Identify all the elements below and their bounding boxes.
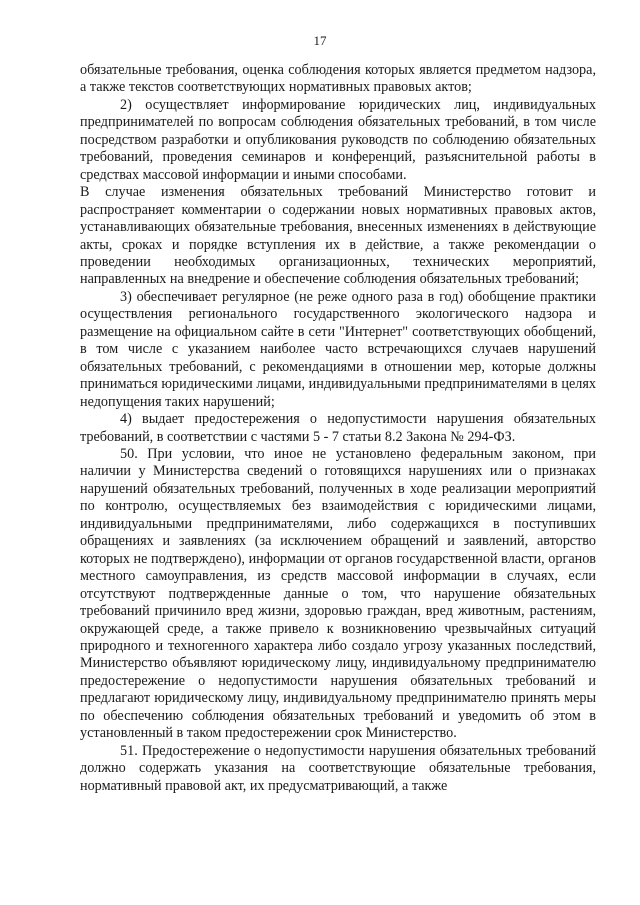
paragraph-item-2-changes: В случае изменения обязательных требований Министерство готовит и распространяет комментарии о содержании новых нормативных правовых актов, устанавливающих обязательные требования, внесенных изменениях в действующие акты, сроках и порядке вступления их в действие, а также рекомендации о проведении необходимых организационных, технических мероприятий, направленных на внедрение и обеспечение соблюдения обязательных требований;	[80, 184, 596, 288]
document-body	[80, 62, 596, 795]
paragraph-item-4: 4) выдает предостережения о недопустимости нарушения обязательных требований, в соответствии с частями 5 - 7 статьи 8.2 Закона № 294-ФЗ.	[80, 411, 596, 445]
paragraph-item-2: 2) осуществляет информирование юридических лиц, индивидуальных предпринимателей по вопросам соблюдения обязательных требований, в том числе посредством разработки и опубликования руководств по соблюдению обязательных требований, проведения семинаров и конференций, разъяснительной работы в средствах массовой информации и иными способами.	[80, 96, 596, 183]
paragraph-section-50: 50. При условии, что иное не установлено федеральным законом, при наличии у Министерства сведений о готовящихся нарушениях или о признаках нарушений обязательных требований, полученных в ходе реализации мероприятий по контролю, осуществляемых без взаимодействия с юридическими лицами, индивидуальными предпринимателями, либо содержащихся в поступивших обращениях и заявлениях (за исключением обращений и заявлений, авторство которых не подтверждено), информации от органов государственной власти, органов местного самоуправления, из средств массовой информации в случаях, если отсутствуют подтвержденные данные о том, что нарушение обязательных требований причинило вред жизни, здоровью граждан, вред животным, растениям, окружающей среде, а также привело к возникновению чрезвычайных ситуаций природного и техногенного характера либо создало угрозу указанных последствий, Министерство объявляют юридическому лицу, индивидуальному предпринимателю предостережение о недопустимости нарушения обязательных требований и предлагают юридическому лицу, индивидуальному предпринимателю принять меры по обеспечению соблюдения обязательных требований и уведомить об этом в установленный в таком предостережении срок Министерство.	[80, 445, 596, 742]
paragraph-continuation: обязательные требования, оценка соблюдения которых является предметом надзора, а также текстов соответствующих нормативных правовых актов;	[80, 62, 596, 96]
paragraph-item-3: 3) обеспечивает регулярное (не реже одного раза в год) обобщение практики осуществления регионального государственного экологического надзора и размещение на официальном сайте в сети "Интернет" соответствующих обобщений, в том числе с указанием наиболее часто встречающихся случаев нарушений обязательных требований, с рекомендациями в отношении мер, которые должны приниматься юридическими лицами, индивидуальными предпринимателями в целях недопущения таких нарушений;	[80, 288, 596, 410]
paragraph-section-51: 51. Предостережение о недопустимости нарушения обязательных требований должно содержать указания на соответствующие обязательные требования, нормативный правовой акт, их предусматривающий, а также	[80, 742, 596, 794]
page-number: 17	[313, 33, 327, 48]
